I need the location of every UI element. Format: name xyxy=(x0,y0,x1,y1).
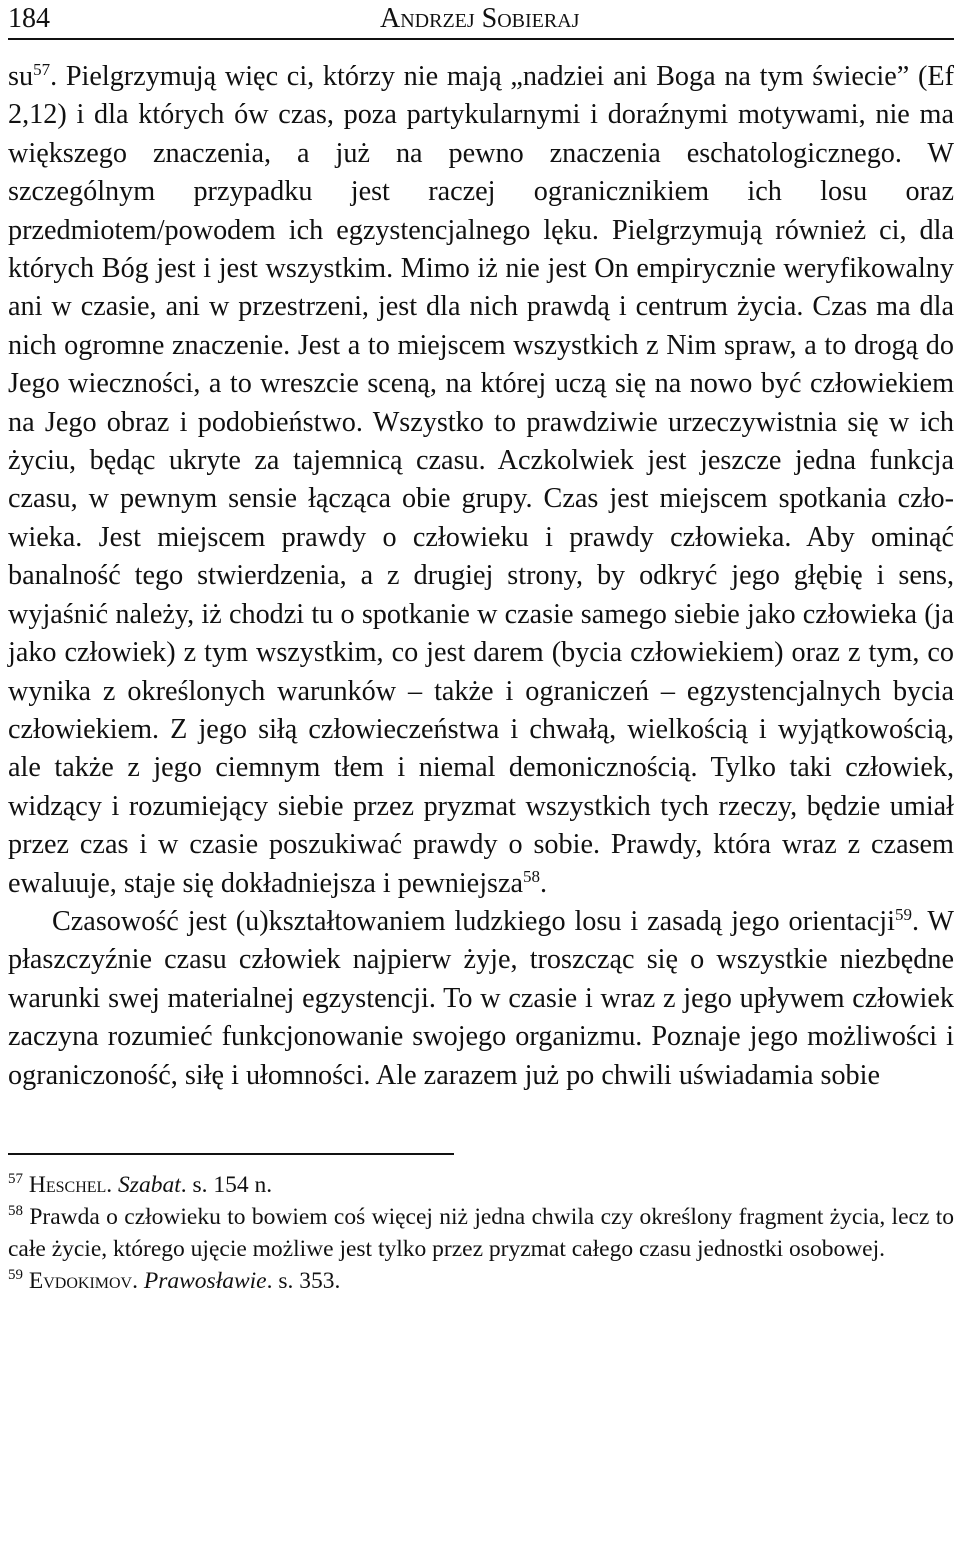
author-name-small-caps: Evdokimov xyxy=(28,1267,133,1294)
paragraph-2 xyxy=(8,903,954,1095)
text-run: . xyxy=(106,1171,119,1198)
footnote-separator xyxy=(8,1153,454,1155)
book-title: Prawosławie xyxy=(143,1267,267,1294)
footnote-ref: 59 xyxy=(8,1266,23,1283)
footnote-58 xyxy=(8,1201,954,1265)
footnote-57 xyxy=(8,1169,954,1201)
footnote-ref: 58 xyxy=(8,1202,23,1219)
text-run: . s. 154 n. xyxy=(180,1171,273,1198)
text-run: . xyxy=(540,867,548,899)
page-number: 184 xyxy=(8,3,50,34)
running-head-author: Andrzej Sobieraj xyxy=(380,3,580,34)
text-run: . Pielgrzymują więc ci, którzy nie mają „nadziei ani Boga na tym świecie” (Ef 2,12) i dla których ów czas, poza partykularnymi i doraźnymi motywami, nie ma większego znaczenia, a już na pewno znaczenia eschatologicznego. W szczególnym przypadku jest raczej ogranicznikiem ich losu oraz przedmiotem/powodem ich egzystencjalnego lęku. Pielgrzymują również ci, dla których Bóg jest i jest wszystkim. Mimo iż nie jest On empirycznie weryfikowalny ani w czasie, ani w przestrzeni, jest dla nich prawdą i centrum życia. Czas ma dla nich ogromne znaczenie. Jest a to miejscem wszystkich z Nim spraw, a to drogą do Jego wieczności, a to wreszcie sceną, na której uczą się na nowo być człowiekiem na Jego obraz i podobieństwo. Wszystko to prawdziwie urzeczywistnia się w ich życiu, będąc ukryte za tajemnicą czasu. Aczkolwiek jest jeszcze jedna funkcja czasu, w pewnym sensie łącząca obie grupy. Czas jest miejscem spotkania człowieka. Jest miejscem prawdy o człowieku i prawdy człowieka. Aby ominąć banalność tego stwierdzenia, a z drugiej strony, by odkryć jego głębię i sens, wyjaśnić należy, iż chodzi tu o spotkanie w czasie samego siebie jako człowieka (ja jako człowiek) z tym wszystkim, co jest darem (bycia człowiekiem) oraz z tym, co wynika z określonych warunków – także i ograniczeń – egzystencjalnych bycia człowiekiem. Z jego siłą człowieczeństwa i chwałą, wielkością i wyjątkowością, ale także z jego ciemnym tłem i niemal demonicznością. Tylko taki człowiek, widzący i rozumiejący siebie przez pryzmat wszystkich tych rzeczy, będzie umiał przez czas i w czasie poszukiwać prawdy o sobie. Prawdy, która wraz z czasem ewaluuje, staje się dokładniejsza i pewniejsza xyxy=(8,61,954,899)
book-page xyxy=(8,0,954,1297)
footnote-ref: 59 xyxy=(894,904,912,924)
text-run: Czasowość jest (u)kształtowaniem ludzkiego losu i zasadą jego orientacji xyxy=(52,905,895,937)
text-run: . xyxy=(132,1267,144,1294)
text-run: . s. 353. xyxy=(266,1267,341,1294)
header-rule xyxy=(8,38,954,40)
text-run: Prawda o człowieku to bowiem coś więcej niż jedna chwila czy określony fragment życia, lecz to całe życie, którego ujęcie możliwe jest tylko przez pryzmat całego czasu jednostki osobowej. xyxy=(8,1203,954,1262)
running-head xyxy=(8,2,954,36)
footnotes xyxy=(8,1169,954,1297)
text-run: su xyxy=(8,61,34,92)
author-name-small-caps: Heschel xyxy=(28,1171,107,1198)
footnote-ref: 58 xyxy=(523,866,541,886)
text-run: . W płaszczyźnie czasu człowiek najpierw żyje, troszcząc się o wszystkie niezbędne warunki swej materialnej egzystencji. To w czasie i wraz z jego upływem człowiek zaczyna rozumieć funkcjonowanie swojego organizmu. Poznaje jego możliwości i ograniczoność, siłę i ułomności. Ale zarazem już po chwili uświadamia sobie xyxy=(8,905,954,1091)
footnote-59 xyxy=(8,1265,954,1297)
footnote-ref: 57 xyxy=(33,60,51,79)
paragraph-1 xyxy=(8,58,954,903)
main-text xyxy=(8,58,954,1095)
footnote-ref: 57 xyxy=(8,1170,23,1187)
book-title: Szabat xyxy=(118,1171,181,1198)
